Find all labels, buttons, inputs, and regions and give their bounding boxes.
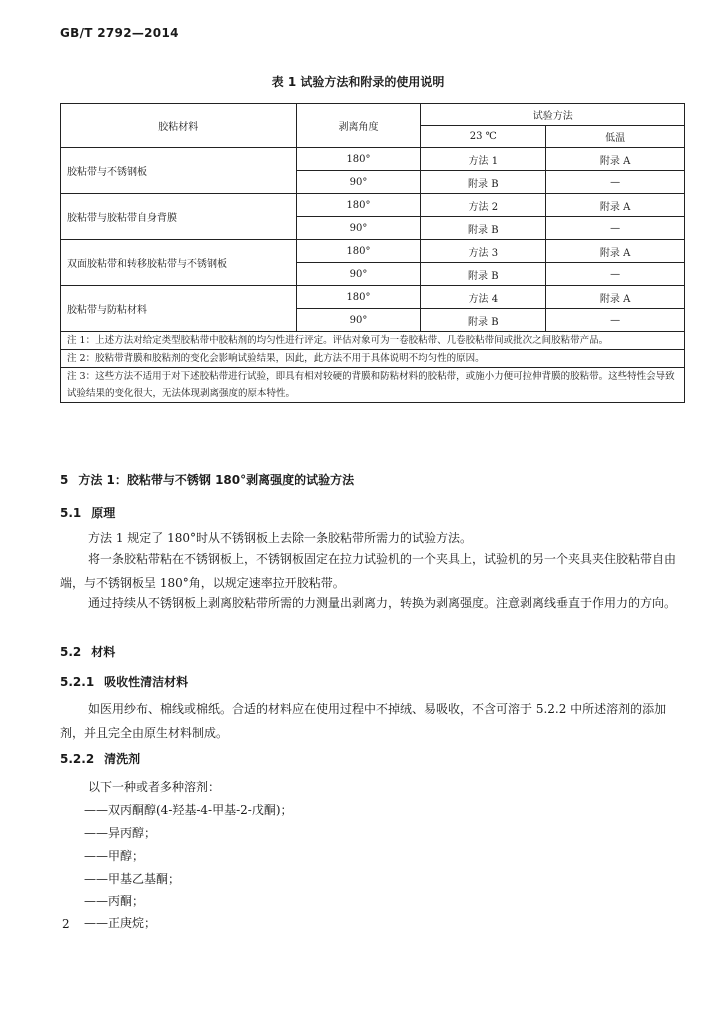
section-5-2-2-heading — [60, 750, 140, 767]
section-5-heading — [60, 471, 354, 488]
method-23-cell: 附录 B — [421, 171, 546, 194]
section-number: 5.2.2 — [60, 752, 95, 766]
section-number: 5 — [60, 473, 69, 487]
table-note-3: 注 3：这些方法不适用于对下述胶粘带进行试验，即具有相对较硬的背膜和防粘材料的胶粘带，或施小力便可拉伸背膜的胶粘带。这些特性会导致试验结果的变化很大，无法体现剥离强度的原本特性。 — [61, 368, 685, 403]
section-number: 5.2 — [60, 645, 82, 659]
angle-cell: 90° — [296, 217, 421, 240]
angle-cell: 180° — [296, 286, 421, 309]
absorbent-paragraph: 如医用纱布、棉线或棉纸。合适的材料应在使用过程中不掉绒、易吸收，不含可溶于 5.2.2 中所述溶剂的添加剂，并且完全由原生材料制成。 — [60, 702, 667, 740]
section-title: 吸收性清洁材料 — [104, 675, 189, 689]
method-23-cell: 附录 B — [421, 309, 546, 332]
usage-table — [60, 103, 685, 403]
method-23-cell: 方法 4 — [421, 286, 546, 309]
principle-paragraph: 将一条胶粘带粘在不锈钢板上，不锈钢板固定在拉力试验机的一个夹具上，试验机的另一个夹具夹住胶粘带自由端，与不锈钢板呈 180°角，以规定速率拉开胶粘带。 — [60, 552, 677, 590]
angle-cell: 180° — [296, 148, 421, 171]
angle-cell: 90° — [296, 309, 421, 332]
material-cell: 胶粘带与不锈钢板 — [61, 148, 297, 194]
low-temp-cell: — — [546, 263, 685, 286]
table-caption: 表 1 试验方法和附录的使用说明 — [271, 75, 445, 89]
solvent-intro: 以下一种或者多种溶剂： — [88, 780, 221, 794]
angle-cell: 180° — [296, 240, 421, 263]
solvent-list-item: ——异丙醇； — [84, 826, 157, 840]
header-temp-23: 23 ℃ — [421, 126, 546, 148]
angle-cell: 90° — [296, 263, 421, 286]
section-5-1-heading — [60, 504, 115, 521]
table-note-1: 注 1：上述方法对给定类型胶粘带中胶粘剂的均匀性进行评定。评估对象可为一卷胶粘带、几卷胶粘带间或批次之间胶粘带产品。 — [61, 332, 685, 350]
solvent-list-item: ——甲醇； — [84, 849, 145, 863]
section-title: 原理 — [91, 506, 116, 520]
table-note-2: 注 2：胶粘带背膜和胶粘剂的变化会影响试验结果，因此，此方法不用于具体说明不均匀性的原因。 — [61, 350, 685, 368]
header-low-temp: 低温 — [546, 126, 685, 148]
header-method: 试验方法 — [421, 104, 685, 126]
method-23-cell: 方法 3 — [421, 240, 546, 263]
angle-cell: 90° — [296, 171, 421, 194]
material-cell: 双面胶粘带和转移胶粘带与不锈钢板 — [61, 240, 297, 286]
principle-paragraph: 方法 1 规定了 180°时从不锈钢板上去除一条胶粘带所需力的试验方法。 — [88, 531, 472, 545]
low-temp-cell: 附录 A — [546, 194, 685, 217]
method-23-cell: 附录 B — [421, 263, 546, 286]
page-number: 2 — [62, 917, 70, 931]
header-angle: 剥离角度 — [296, 104, 421, 148]
method-23-cell: 附录 B — [421, 217, 546, 240]
header-material: 胶粘材料 — [61, 104, 297, 148]
solvent-list-item: ——正庚烷； — [84, 916, 157, 930]
principle-paragraph: 通过持续从不锈钢板上剥离胶粘带所需的力测量出剥离力，转换为剥离强度。注意剥离线垂直于作用力的方向。 — [88, 596, 677, 610]
method-23-cell: 方法 2 — [421, 194, 546, 217]
section-title: 材料 — [91, 645, 116, 659]
solvent-list-item: ——丙酮； — [84, 894, 145, 908]
section-number: 5.2.1 — [60, 675, 95, 689]
low-temp-cell: 附录 A — [546, 240, 685, 263]
low-temp-cell: — — [546, 309, 685, 332]
standard-code: GB/T 2792—2014 — [60, 26, 179, 40]
low-temp-cell: 附录 A — [546, 286, 685, 309]
section-title: 方法 1：胶粘带与不锈钢 180°剥离强度的试验方法 — [78, 473, 355, 487]
material-cell: 胶粘带与防粘材料 — [61, 286, 297, 332]
low-temp-cell: — — [546, 217, 685, 240]
section-5-2-1-heading — [60, 673, 188, 690]
angle-cell: 180° — [296, 194, 421, 217]
section-5-2-heading — [60, 643, 115, 660]
low-temp-cell: 附录 A — [546, 148, 685, 171]
material-cell: 胶粘带与胶粘带自身背膜 — [61, 194, 297, 240]
section-title: 清洗剂 — [104, 752, 141, 766]
solvent-list-item: ——甲基乙基酮； — [84, 872, 181, 886]
section-number: 5.1 — [60, 506, 82, 520]
low-temp-cell: — — [546, 171, 685, 194]
method-23-cell: 方法 1 — [421, 148, 546, 171]
solvent-list-item: ——双丙酮醇(4-羟基-4-甲基-2-戊酮)； — [84, 803, 293, 817]
